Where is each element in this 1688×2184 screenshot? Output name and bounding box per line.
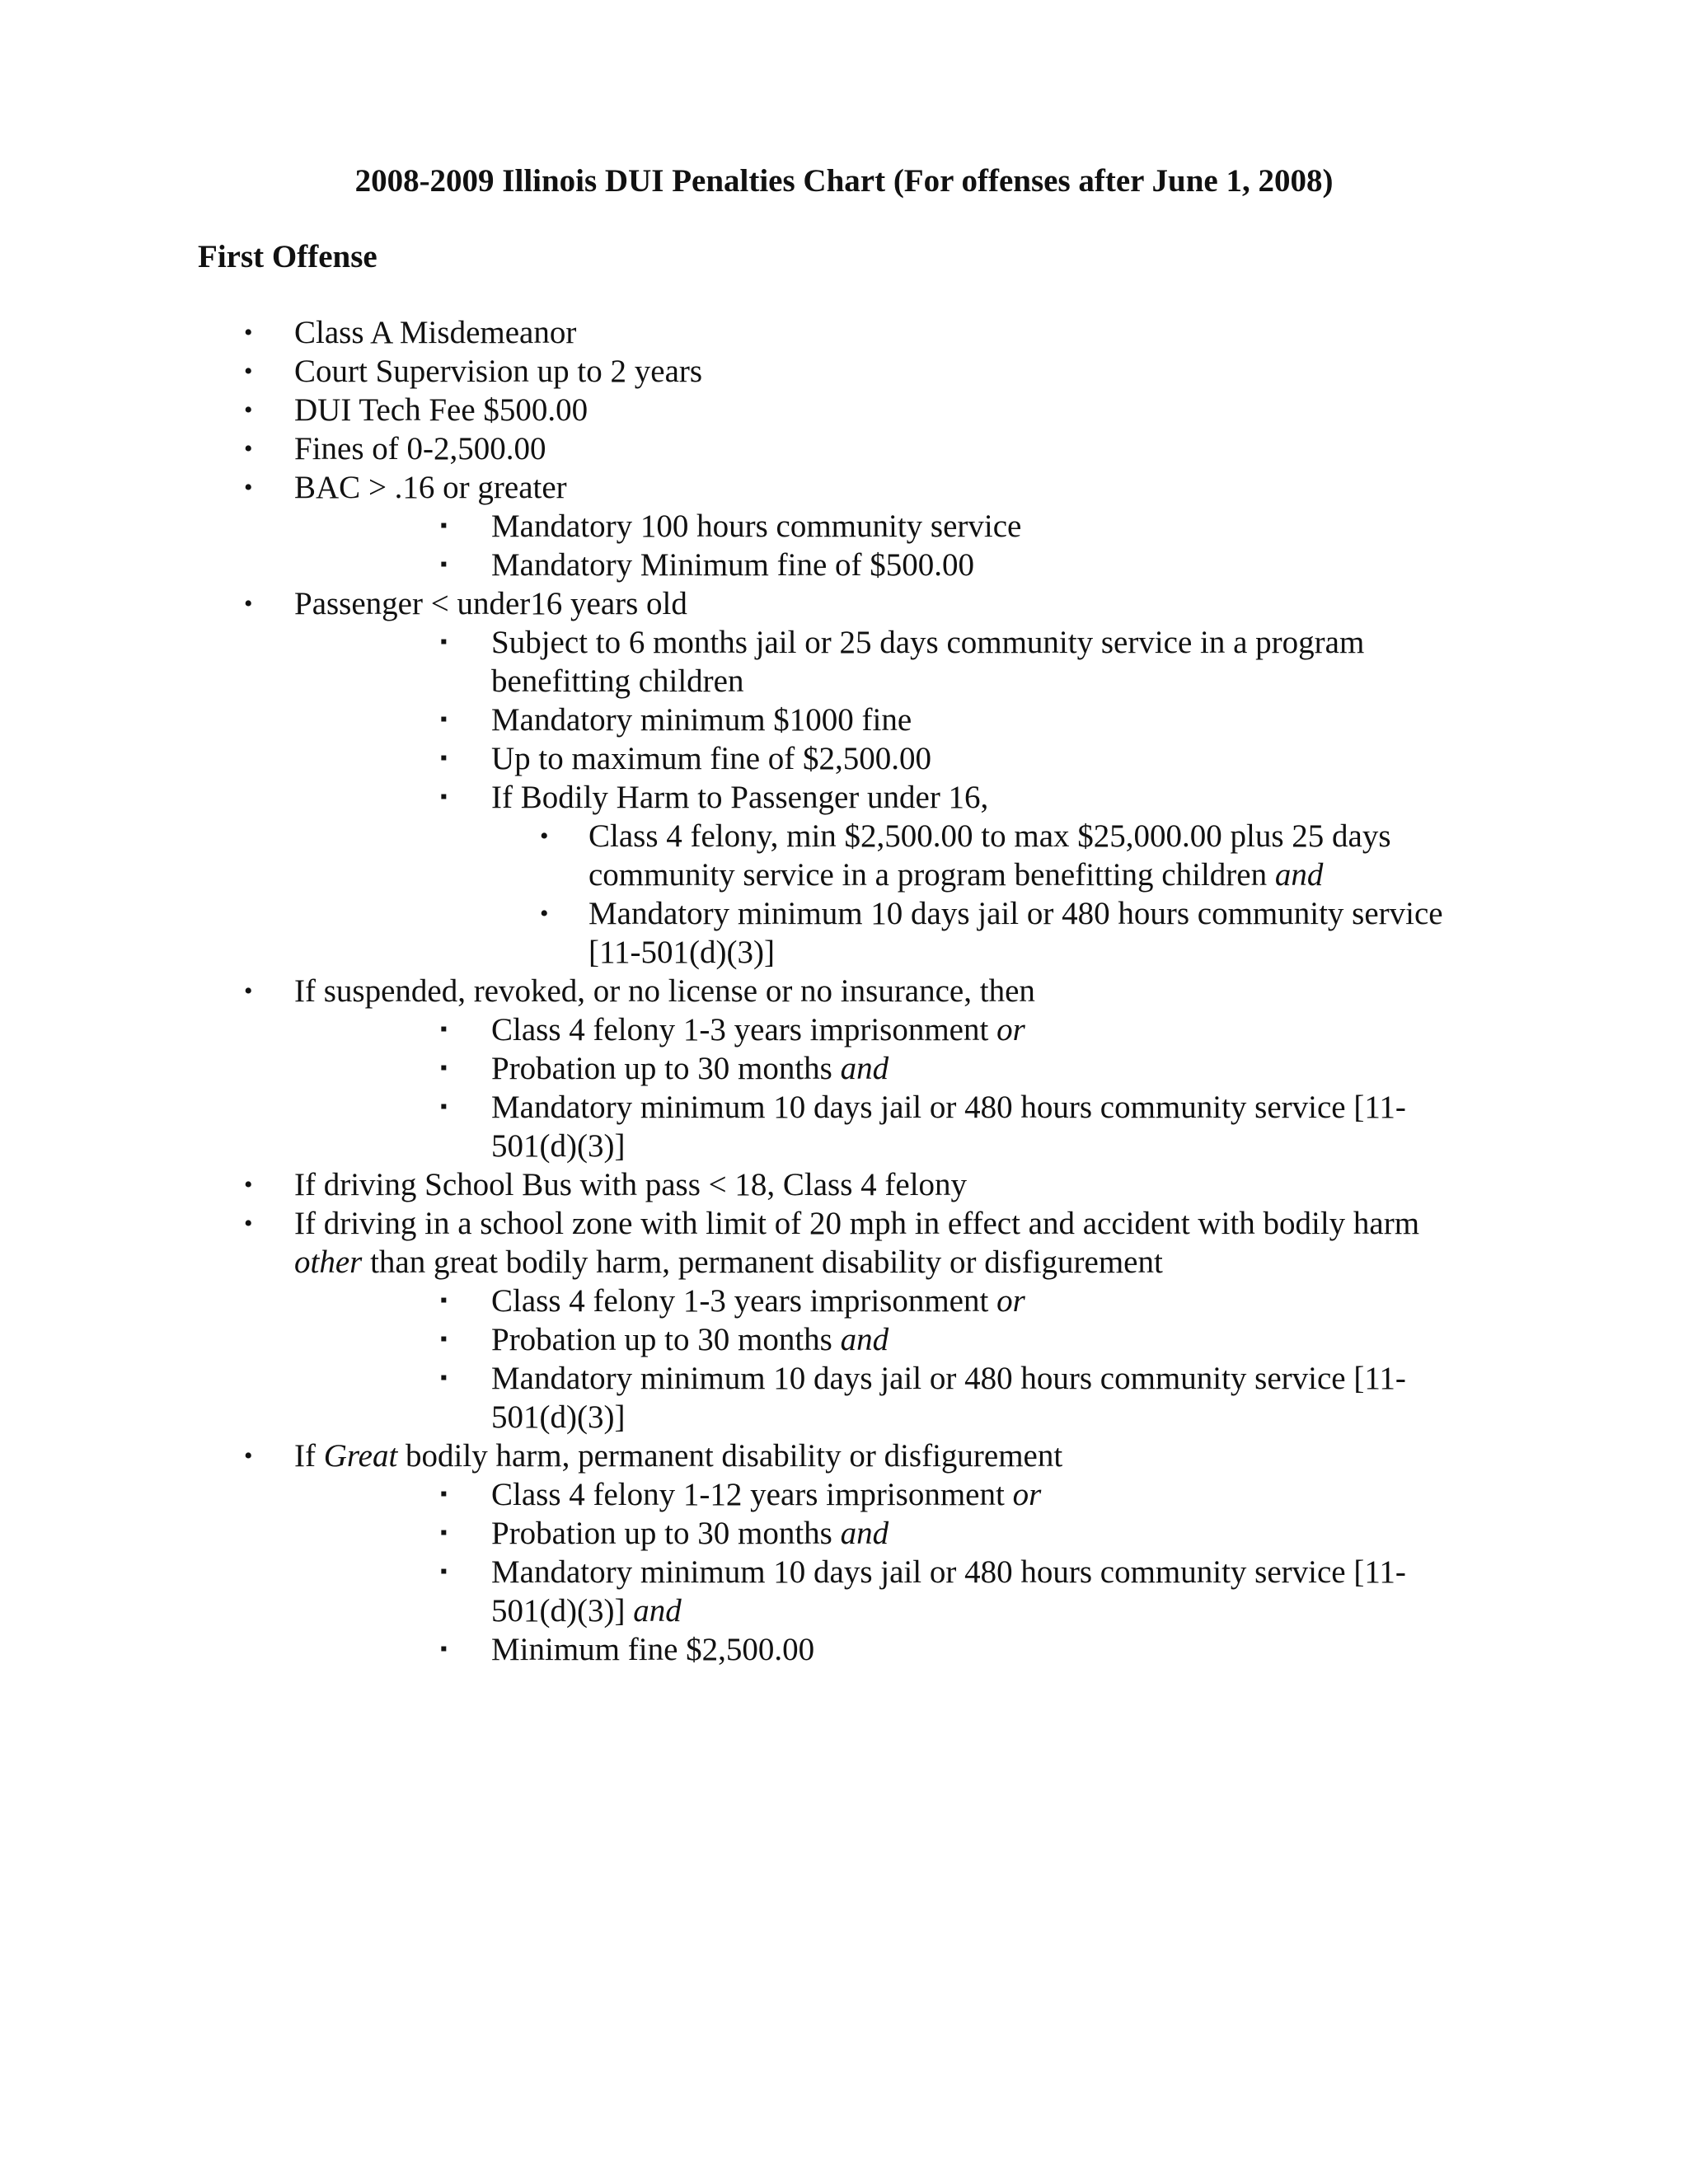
bullet-icon: • bbox=[244, 1171, 253, 1198]
square-bullet-icon: ▪ bbox=[440, 748, 448, 769]
italic-emphasis: Great bbox=[323, 1438, 398, 1474]
square-bullet-icon: ▪ bbox=[440, 1367, 448, 1389]
list-item-text: Mandatory minimum $1000 fine bbox=[491, 702, 912, 738]
bullet-icon: • bbox=[244, 319, 253, 346]
list-item-text: Probation up to 30 months bbox=[491, 1516, 832, 1551]
square-bullet-icon: ▪ bbox=[440, 1483, 448, 1505]
list-item-text: Passenger < under16 years old bbox=[294, 586, 687, 621]
list-item-level-1 bbox=[0, 1165, 1448, 1204]
list-item-level-2 bbox=[0, 1630, 1456, 1669]
square-bullet-icon: ▪ bbox=[440, 1638, 448, 1660]
bullet-icon: • bbox=[244, 396, 253, 424]
bullet-icon: • bbox=[540, 900, 549, 927]
italic-conjunction: or bbox=[1004, 1477, 1042, 1512]
list-item-text-continued: bodily harm, permanent disability or disfigurement bbox=[397, 1438, 1063, 1474]
list-item-level-1 bbox=[0, 313, 1448, 352]
list-item-level-2 bbox=[0, 623, 1456, 701]
italic-conjunction: or bbox=[988, 1012, 1025, 1047]
list-item-text: Class 4 felony 1-3 years imprisonment bbox=[491, 1283, 989, 1319]
list-item-level-2 bbox=[0, 507, 1456, 546]
list-item-text: Mandatory 100 hours community service bbox=[491, 509, 1022, 544]
list-item-text: DUI Tech Fee $500.00 bbox=[294, 392, 588, 428]
italic-conjunction: and bbox=[1267, 857, 1324, 893]
list-item-text: Mandatory minimum 10 days jail or 480 hours community service [11-501(d)(3)] bbox=[491, 1090, 1406, 1164]
list-item-text: Fines of 0-2,500.00 bbox=[294, 431, 546, 466]
list-item-level-2 bbox=[0, 1049, 1456, 1088]
list-item-text: Subject to 6 months jail or 25 days community service in a program benefitting children bbox=[491, 625, 1365, 699]
list-item-text: Minimum fine $2,500.00 bbox=[491, 1632, 815, 1667]
list-item-level-1 bbox=[0, 468, 1448, 507]
italic-conjunction: and bbox=[625, 1593, 682, 1629]
list-item-level-1 bbox=[0, 1204, 1448, 1282]
italic-emphasis: other bbox=[294, 1244, 363, 1280]
list-item-text: Mandatory minimum 10 days jail or 480 hours community service [11-501(d)(3)] bbox=[588, 896, 1443, 970]
list-item-text: Probation up to 30 months bbox=[491, 1051, 832, 1086]
list-item-text: If driving School Bus with pass < 18, Class 4 felony bbox=[294, 1167, 968, 1202]
list-item-level-2 bbox=[0, 778, 1456, 817]
bullet-icon: • bbox=[244, 1442, 253, 1469]
list-item-text: If bbox=[294, 1438, 324, 1474]
list-item-text: Mandatory Minimum fine of $500.00 bbox=[491, 547, 975, 583]
list-item-text: Mandatory minimum 10 days jail or 480 hours community service [11-501(d)(3)] bbox=[491, 1554, 1406, 1629]
square-bullet-icon: ▪ bbox=[440, 515, 448, 537]
square-bullet-icon: ▪ bbox=[440, 1561, 448, 1582]
list-item-level-1 bbox=[0, 972, 1448, 1010]
list-item-level-1 bbox=[0, 352, 1448, 391]
bullet-icon: • bbox=[540, 823, 549, 850]
bullet-icon: • bbox=[244, 1210, 253, 1237]
list-item-level-2 bbox=[0, 546, 1456, 584]
list-item-text: Class 4 felony, min $2,500.00 to max $25,000.00 plus 25 days community service in a program benefitting children bbox=[588, 818, 1391, 893]
list-item-level-1 bbox=[0, 391, 1448, 429]
square-bullet-icon: ▪ bbox=[440, 554, 448, 575]
section-heading-first-offense: First Offense bbox=[198, 239, 377, 274]
list-item-level-3 bbox=[0, 817, 1462, 894]
list-item-level-2 bbox=[0, 701, 1456, 739]
square-bullet-icon: ▪ bbox=[440, 631, 448, 653]
list-item-level-2 bbox=[0, 1475, 1456, 1514]
bullet-icon: • bbox=[244, 474, 253, 501]
list-item-text: If driving in a school zone with limit of 20 mph in effect and accident with bodily harm bbox=[294, 1206, 1420, 1241]
list-item-level-2 bbox=[0, 1359, 1456, 1436]
list-item-level-1 bbox=[0, 429, 1448, 468]
document-title: 2008-2009 Illinois DUI Penalties Chart (For offenses after June 1, 2008) bbox=[354, 163, 1334, 199]
list-item-level-1 bbox=[0, 584, 1448, 623]
bullet-icon: • bbox=[244, 358, 253, 385]
square-bullet-icon: ▪ bbox=[440, 709, 448, 730]
square-bullet-icon: ▪ bbox=[440, 1290, 448, 1311]
square-bullet-icon: ▪ bbox=[440, 1057, 448, 1079]
italic-conjunction: and bbox=[832, 1322, 889, 1357]
penalty-list bbox=[0, 313, 1688, 1669]
square-bullet-icon: ▪ bbox=[440, 1522, 448, 1544]
list-item-text: Probation up to 30 months bbox=[491, 1322, 832, 1357]
square-bullet-icon: ▪ bbox=[440, 1096, 448, 1118]
list-item-text: If suspended, revoked, or no license or no insurance, then bbox=[294, 973, 1035, 1009]
list-item-text: Court Supervision up to 2 years bbox=[294, 354, 703, 389]
bullet-icon: • bbox=[244, 435, 253, 462]
list-item-level-2 bbox=[0, 1088, 1456, 1165]
list-item-text: BAC > .16 or greater bbox=[294, 470, 567, 505]
italic-conjunction: and bbox=[832, 1051, 889, 1086]
list-item-level-2 bbox=[0, 1514, 1456, 1553]
italic-conjunction: and bbox=[832, 1516, 889, 1551]
list-item-text: Up to maximum fine of $2,500.00 bbox=[491, 741, 932, 776]
list-item-level-2 bbox=[0, 1010, 1456, 1049]
list-item-text: Class A Misdemeanor bbox=[294, 315, 577, 350]
square-bullet-icon: ▪ bbox=[440, 1019, 448, 1040]
list-item-level-2 bbox=[0, 739, 1456, 778]
bullet-icon: • bbox=[244, 977, 253, 1005]
list-item-text: If Bodily Harm to Passenger under 16, bbox=[491, 780, 989, 815]
list-item-level-2 bbox=[0, 1282, 1456, 1320]
square-bullet-icon: ▪ bbox=[440, 786, 448, 808]
list-item-text: Class 4 felony 1-12 years imprisonment bbox=[491, 1477, 1005, 1512]
list-item-level-3 bbox=[0, 894, 1462, 972]
bullet-icon: • bbox=[244, 590, 253, 617]
square-bullet-icon: ▪ bbox=[440, 1329, 448, 1350]
list-item-text-continued: than great bodily harm, permanent disability or disfigurement bbox=[362, 1244, 1163, 1280]
italic-conjunction: or bbox=[988, 1283, 1025, 1319]
list-item-text: Class 4 felony 1-3 years imprisonment bbox=[491, 1012, 989, 1047]
list-item-level-2 bbox=[0, 1553, 1456, 1630]
list-item-text: Mandatory minimum 10 days jail or 480 hours community service [11-501(d)(3)] bbox=[491, 1361, 1406, 1435]
list-item-level-1 bbox=[0, 1436, 1448, 1475]
list-item-level-2 bbox=[0, 1320, 1456, 1359]
